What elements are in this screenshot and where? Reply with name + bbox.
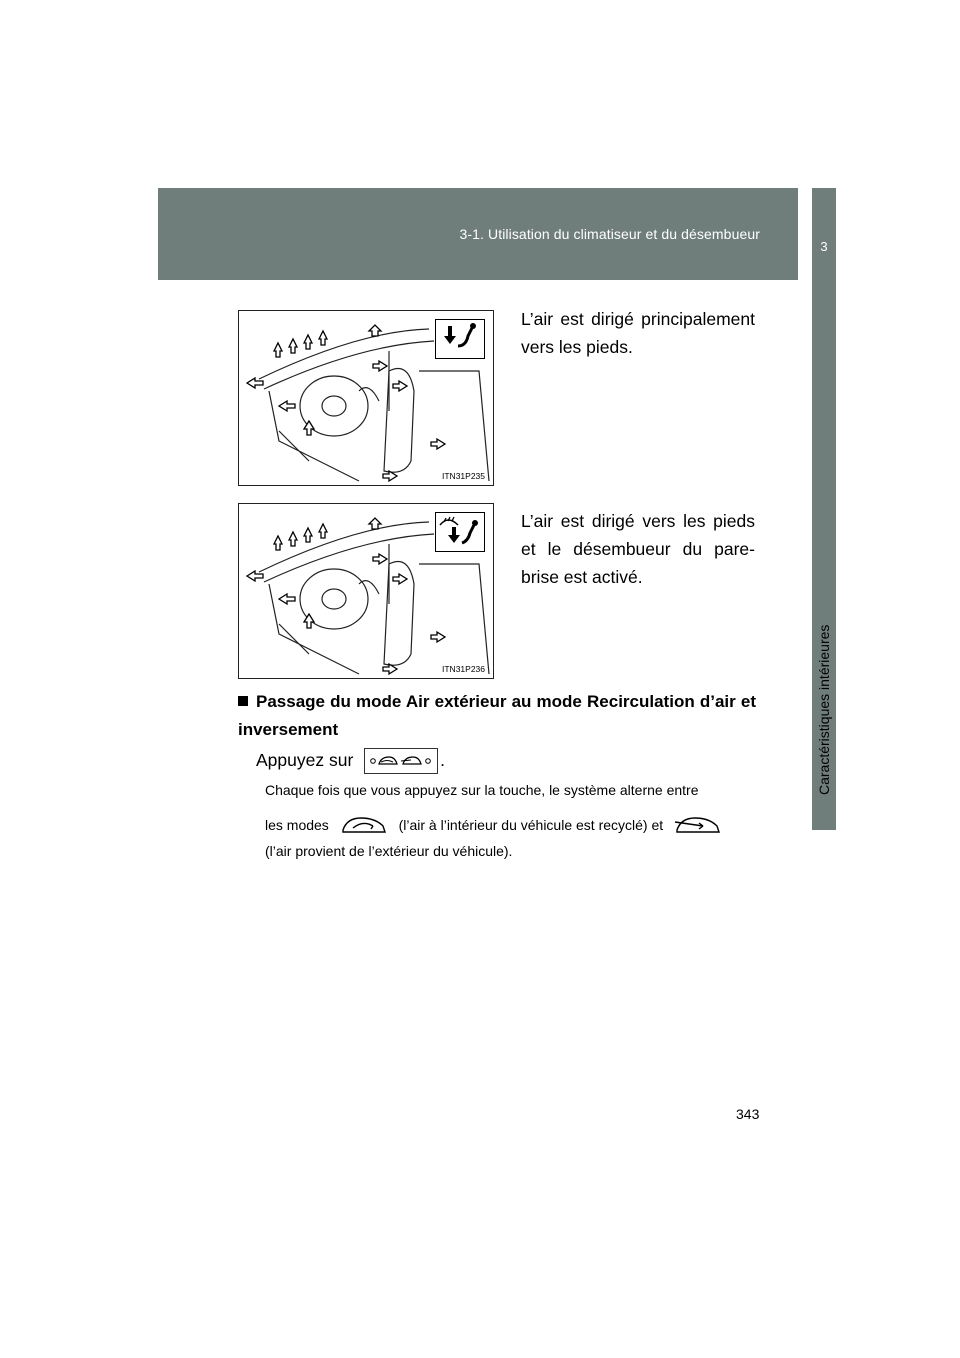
foot-defrost-mode-icon — [435, 512, 485, 552]
section-heading — [238, 688, 756, 744]
air-intake-button — [364, 748, 438, 774]
foot-defrost-mode-description: L’air est dirigé vers les pieds et le désembueur du pare-brise est activé. — [521, 511, 755, 587]
square-bullet-icon — [238, 696, 248, 706]
note-text-modes: les modes — [265, 817, 329, 833]
fresh-air-icon — [673, 814, 723, 841]
chapter-label: Caractéristiques intérieures — [816, 624, 832, 796]
note-line-1: Chaque fois que vous appuyez sur la touche, le système alterne entre — [265, 782, 699, 798]
illustration-code-2: ITN31P236 — [442, 664, 485, 674]
note-text-recycled: (l’air à l’intérieur du véhicule est recyclé) et — [398, 817, 664, 833]
section-heading-text: Passage du mode Air extérieur au mode Recirculation d’air et inversement — [238, 692, 756, 739]
chapter-number: 3 — [820, 239, 828, 254]
page-number: 343 — [736, 1106, 760, 1122]
note-line-3: (l’air provient de l’extérieur du véhicule). — [265, 843, 513, 859]
section-title: 3-1. Utilisation du climatiseur et du désembueur — [459, 226, 760, 242]
foot-mode-description: L’air est dirigé principalement vers les pieds. — [521, 309, 755, 357]
instruction — [256, 746, 445, 774]
note-line-2 — [265, 814, 755, 841]
instruction-prefix: Appuyez sur — [256, 750, 354, 770]
illustration-foot-defrost-mode — [238, 503, 494, 679]
illustration-foot-mode — [238, 310, 494, 486]
foot-mode-icon — [435, 319, 485, 359]
note-paragraph — [265, 780, 755, 861]
recirculate-air-icon — [339, 814, 389, 841]
instruction-suffix: . — [440, 750, 446, 770]
header-band — [158, 188, 798, 280]
illustration-code: ITN31P235 — [442, 471, 485, 481]
